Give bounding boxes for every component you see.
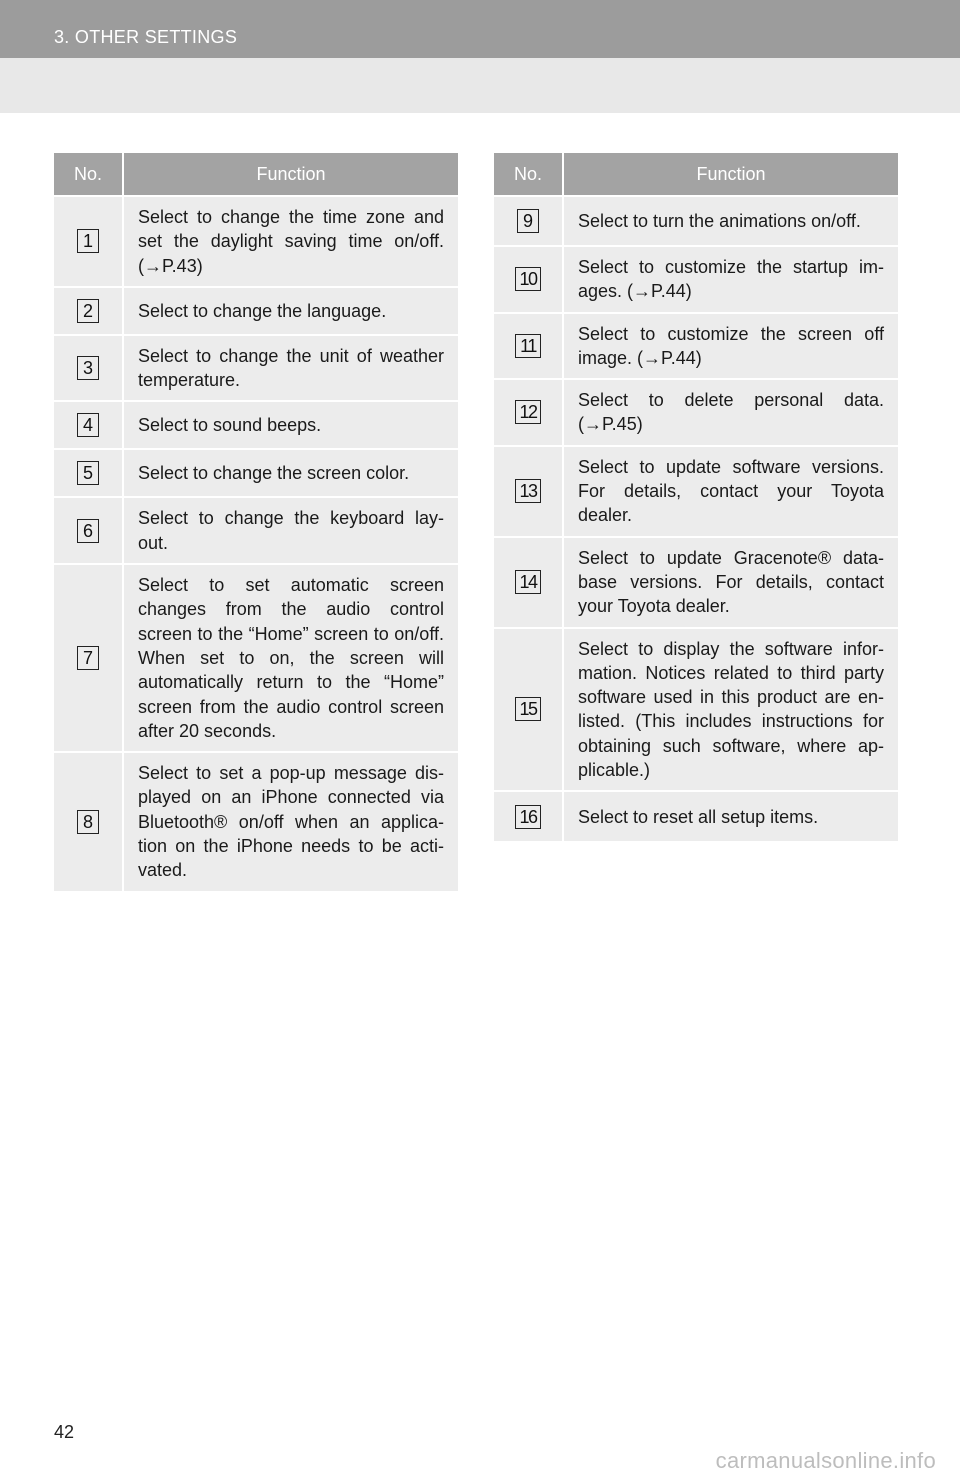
section-header-band: [0, 0, 960, 58]
item-number-badge: 2: [77, 299, 99, 323]
function-description: Select to change the language.: [123, 287, 458, 335]
table-row: [54, 449, 458, 497]
function-description: Select to delete personal data. (→P.45): [563, 379, 898, 446]
column-header-function: Function: [123, 153, 458, 196]
function-description: Select to customize the startup im-ages. (→P.44): [563, 246, 898, 313]
table-row: [54, 564, 458, 752]
item-number-badge: 9: [517, 209, 539, 233]
function-table-right: [494, 153, 898, 841]
item-number-badge: 6: [77, 519, 99, 543]
function-table-left: [54, 153, 458, 891]
function-description: Select to set a pop-up message dis-played on an iPhone connected via Bluetooth® on/off when an applica-tion on the iPhone needs to be acti-vated.: [123, 752, 458, 890]
subheader-band: [0, 58, 960, 113]
function-description: Select to reset all setup items.: [563, 791, 898, 841]
column-header-function: Function: [563, 153, 898, 196]
item-number-badge: 8: [77, 810, 99, 834]
table-row: [494, 196, 898, 246]
item-number-badge: 7: [77, 646, 99, 670]
item-number-badge: 4: [77, 413, 99, 437]
function-description: Select to customize the screen off image. (→P.44): [563, 313, 898, 380]
function-description: Select to change the time zone and set the daylight saving time on/off. (→P.43): [123, 196, 458, 287]
item-number-badge: 12: [515, 400, 541, 424]
item-number-badge: 11: [515, 334, 541, 358]
column-header-no: No.: [494, 153, 563, 196]
function-description: Select to update software versions. For details, contact your Toyota dealer.: [563, 446, 898, 537]
table-row: [54, 752, 458, 890]
function-description: Select to turn the animations on/off.: [563, 196, 898, 246]
item-number-badge: 3: [77, 356, 99, 380]
item-number-badge: 16: [515, 805, 541, 829]
function-description: Select to update Gracenote® data-base versions. For details, contact your Toyota dealer.: [563, 537, 898, 628]
page-number: 42: [54, 1422, 75, 1442]
function-description: Select to change the unit of weather temperature.: [123, 335, 458, 402]
item-number-badge: 1: [77, 229, 99, 253]
table-row: [54, 335, 458, 402]
function-description: Select to change the screen color.: [123, 449, 458, 497]
item-number-badge: 13: [515, 479, 541, 503]
table-row: [494, 246, 898, 313]
table-row: [54, 497, 458, 564]
table-row: [494, 379, 898, 446]
function-description: Select to display the software infor-mation. Notices related to third party software used in this product are en-listed. (This includes instructions for obtaining such software, where ap-plicable.): [563, 628, 898, 792]
item-number-badge: 15: [515, 697, 541, 721]
column-header-no: No.: [54, 153, 123, 196]
item-number-badge: 14: [515, 570, 541, 594]
function-description: Select to sound beeps.: [123, 401, 458, 449]
function-description: Select to set automatic screen changes from the audio control screen to the “Home” screen to on/off. When set to on, the screen will automatically return to the “Home” screen from the audio control screen after 20 seconds.: [123, 564, 458, 752]
table-row: [494, 628, 898, 792]
table-header-row: [494, 153, 898, 196]
table-row: [54, 401, 458, 449]
table-row: [494, 537, 898, 628]
table-header-row: [54, 153, 458, 196]
table-row: [494, 446, 898, 537]
table-row: [494, 313, 898, 380]
function-description: Select to change the keyboard lay-out.: [123, 497, 458, 564]
item-number-badge: 5: [77, 461, 99, 485]
section-title: 3. OTHER SETTINGS: [54, 27, 238, 47]
item-number-badge: 10: [515, 267, 541, 291]
table-row: [54, 196, 458, 287]
table-row: [54, 287, 458, 335]
watermark: carmanualsonline.info: [715, 1448, 936, 1473]
table-row: [494, 791, 898, 841]
